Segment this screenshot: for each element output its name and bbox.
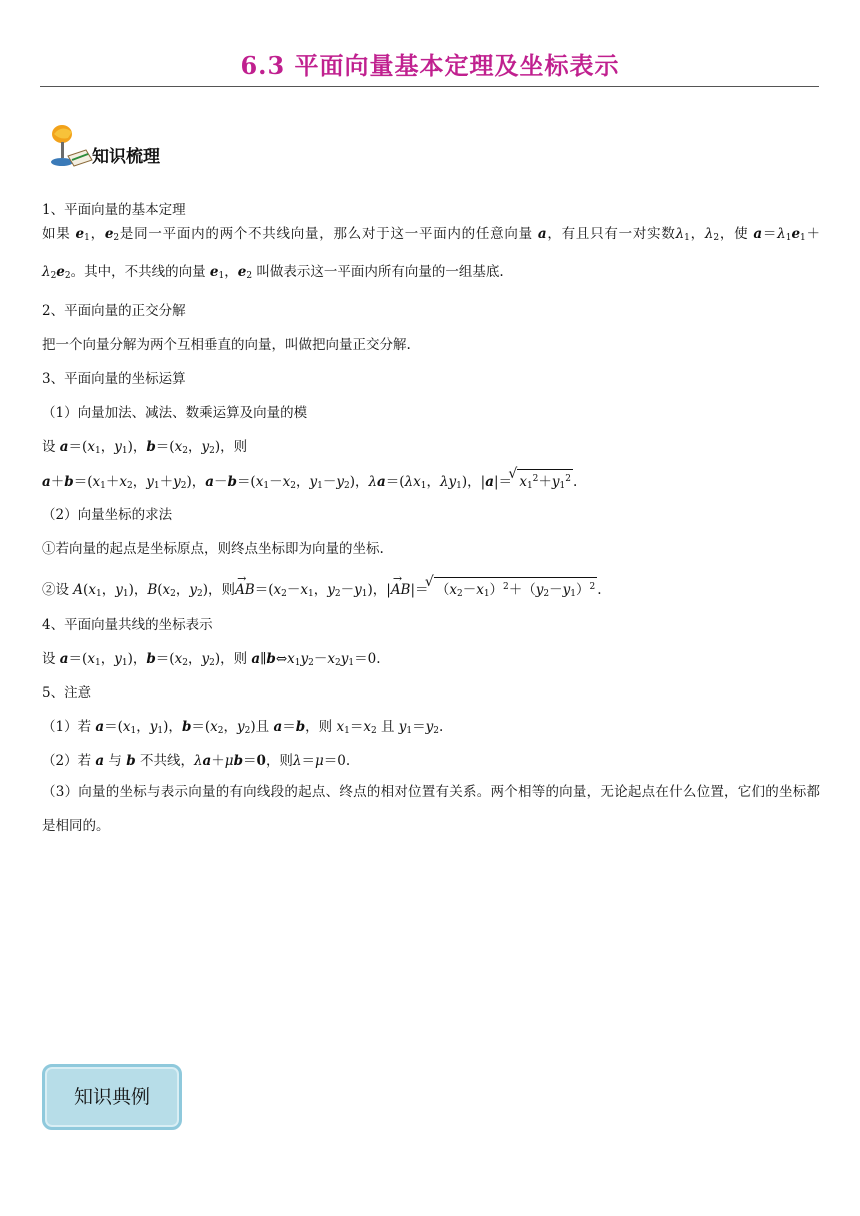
subheading-coord-method: （2）向量坐标的求法 [42,507,173,523]
heading-orthogonal: 2、平面向量的正交分解 [42,303,186,319]
heading-collinear: 4、平面向量共线的坐标表示 [42,617,213,633]
knowledge-examples-label: 知识典例 [73,1086,150,1108]
formula-define-ab: 设 $a=(x_1$，$y_1$)，$b=(x_2$，$y_2$)，则 [42,439,248,456]
heading-coordinate-ops: 3、平面向量的坐标运算 [42,371,186,387]
section-header-label: 知识梳理 [92,147,160,167]
knowledge-summary-header [46,120,246,170]
paragraph-basic-theorem: 如果 $e_1$，$e_2$是同一平面内的两个不共线向量，那么对于这一平面内的任意向量 a，有且只有一对实数$\lambda_1$，$\lambda_2$，使 $a=\lambda_1e_1+\lambda_2e_2$。其中，不共线的向量 $e_1$，$e_2$ 叫做表示这一平面内所有向量的一组基底. [42,226,821,281]
formula-ab-vector: ②设 $A(x_1$，$y_1$)，$B(x_2$，$y_2$)，则AB $\to=(x_2-x_1$，$y_2-y_1$)，|AB →|＝ √ $(x_2-x_1)^2+(y_2-y_1)^2$ . [42,577,602,599]
formula-collinear: 设 $a=(x_1$，$y_1$)，$b=(x_2$，$y_2$)，则 $a\parallel b\Leftrightarrow x_1y_2-x_2y_1=0$. [42,651,381,668]
paragraph-orthogonal: 把一个向量分解为两个互相垂直的向量，叫做把向量正交分解. [42,337,411,353]
heading-basic-theorem: 1、平面向量的基本定理 [42,202,186,218]
formula-ops: $a+b=(x_1+x_2$，$y_1+y_2$)，$a-b=(x_1-x_2$，$y_1-y_2$)，$\lambda a=(\lambda x_1$，$\lambda y_1$)，|a|＝ √ $x_1^2+y_1^2$ . [42,469,577,491]
note-3: （3）向量的坐标与表示向量的有向线段的起点、终点的相对位置有关系。两个相等的向量，无论起点在什么位置，它们的坐标都是相同的。 [42,784,820,834]
note-2: （2）若 a 与 b 不共线，λa＋μb＝0，则λ＝μ＝0. [42,753,351,769]
page-title: 6.3 平面向量基本定理及坐标表示 [240,51,620,80]
lamp-book-icon [46,120,94,170]
heading-notes: 5、注意 [42,685,92,701]
knowledge-examples-badge [42,1064,182,1130]
title-divider [40,86,819,87]
note-1: （1）若 $a=(x_1$，$y_1$)，$b=(x_2$，$y_2$)且 a＝b，则 $x_1=x_2$ 且 $y_1=y_2$. [42,719,444,736]
subheading-ops: （1）向量加法、减法、数乘运算及向量的模 [42,405,308,421]
paragraph-origin-rule: ①若向量的起点是坐标原点，则终点坐标即为向量的坐标. [42,541,384,557]
